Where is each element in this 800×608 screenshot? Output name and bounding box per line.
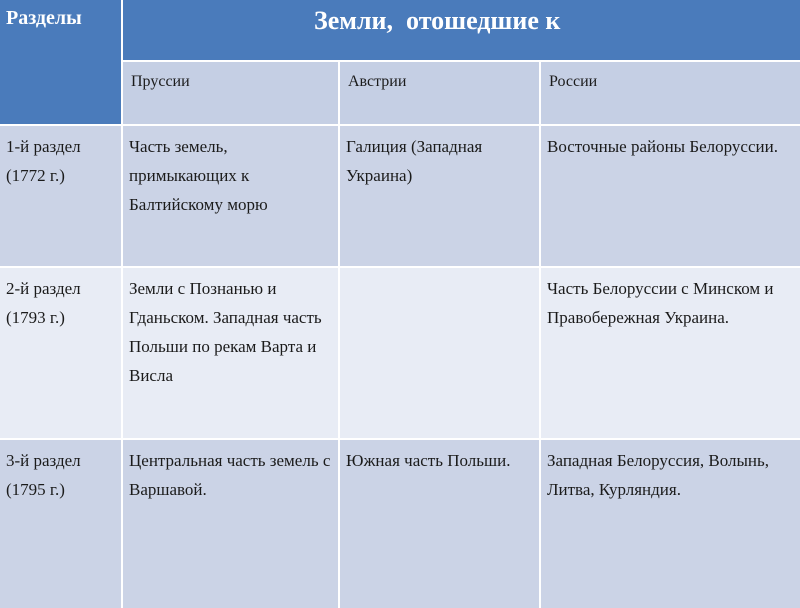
- cell-row2-russia: Часть Белоруссии с Минском и Правобережная Украина.: [541, 268, 800, 438]
- header-sections: Разделы: [0, 0, 121, 124]
- header-lands: Земли, отошедшие к: [123, 0, 800, 60]
- cell-row1-austria: Галиция (Западная Украина): [340, 126, 539, 266]
- cell-row2-prussia: Земли с Познанью и Гданьском. Западная часть Польши по рекам Варта и Висла: [123, 268, 338, 438]
- cell-row3-russia: Западная Белоруссия, Волынь, Литва, Курляндия.: [541, 440, 800, 608]
- row-label-3: 3-й раздел (1795 г.): [0, 440, 121, 608]
- row-label-2: 2-й раздел (1793 г.): [0, 268, 121, 438]
- column-header-russia: России: [541, 62, 800, 124]
- cell-row3-prussia: Центральная часть земель с Варшавой.: [123, 440, 338, 608]
- cell-row3-austria: Южная часть Польши.: [340, 440, 539, 608]
- row-label-1: 1-й раздел (1772 г.): [0, 126, 121, 266]
- column-header-austria: Австрии: [340, 62, 539, 124]
- cell-row2-austria: [340, 268, 539, 438]
- cell-row1-prussia: Часть земель, примыкающих к Балтийскому морю: [123, 126, 338, 266]
- cell-row1-russia: Восточные районы Белоруссии.: [541, 126, 800, 266]
- column-header-prussia: Пруссии: [123, 62, 338, 124]
